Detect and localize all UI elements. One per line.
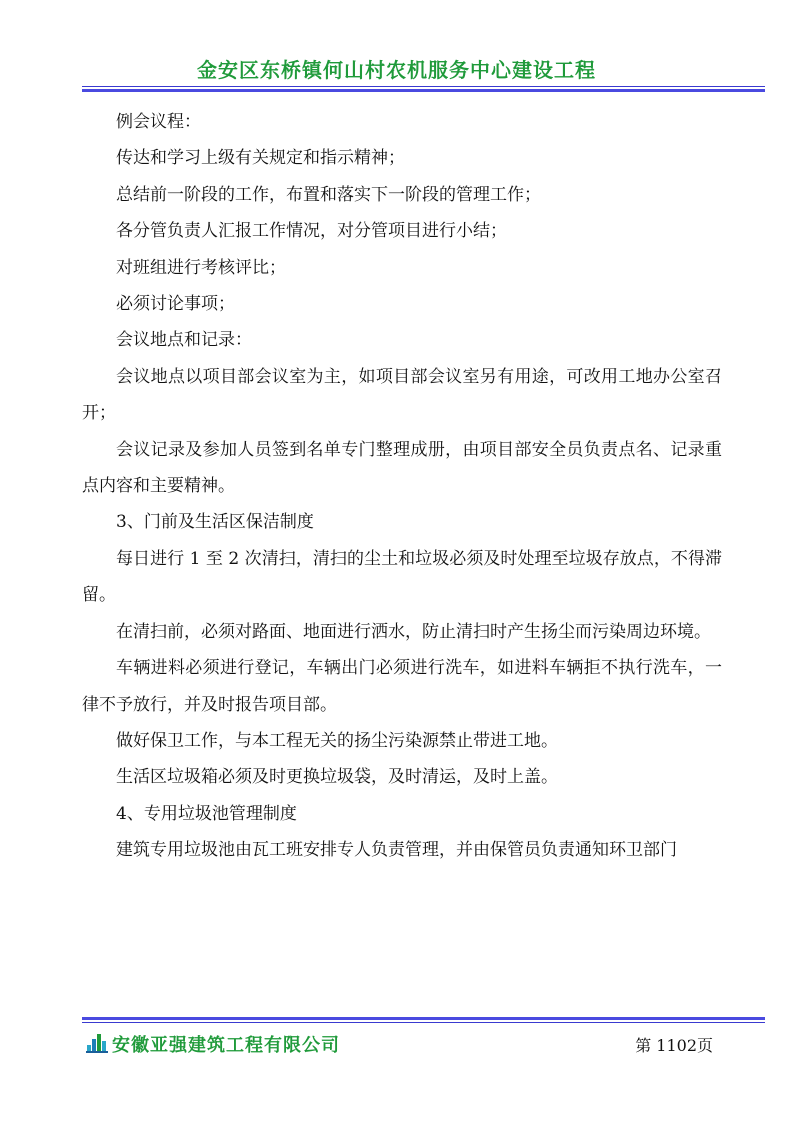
paragraph: 生活区垃圾箱必须及时更换垃圾袋，及时清运，及时上盖。 [116, 767, 558, 788]
footer-divider [82, 1017, 765, 1023]
page-header-title: 金安区东桥镇何山村农机服务中心建设工程 [197, 58, 596, 82]
paragraph: 总结前一阶段的工作，布置和落实下一阶段的管理工作； [116, 184, 541, 205]
header-divider [82, 86, 765, 92]
paragraph: 例会议程： [116, 112, 201, 132]
document-body [82, 104, 722, 869]
section-heading: 4、专用垃圾池管理制度 [116, 803, 297, 824]
company-logo-icon [86, 1031, 108, 1053]
paragraph: 每日进行 1 至 2 次清扫，清扫的尘土和垃圾必须及时处理至垃圾存放点，不得滞留。 [82, 548, 722, 606]
paragraph: 会议记录及参加人员签到名单专门整理成册，由项目部安全员负责点名、记录重点内容和主要精神。 [82, 439, 722, 497]
paragraph: 做好保卫工作，与本工程无关的扬尘污染源禁止带进工地。 [116, 730, 558, 751]
paragraph: 建筑专用垃圾池由瓦工班安排专人负责管理，并由保管员负责通知环卫部门 [116, 840, 677, 861]
paragraph: 必须讨论事项； [116, 294, 235, 315]
paragraph: 传达和学习上级有关规定和指示精神； [116, 148, 405, 169]
footer-company-name: 安徽亚强建筑工程有限公司 [112, 1035, 340, 1056]
paragraph: 会议地点和记录： [116, 330, 252, 351]
section-heading: 3、门前及生活区保洁制度 [116, 512, 314, 533]
paragraph: 车辆进料必须进行登记，车辆出门必须进行洗车，如进料车辆拒不执行洗车，一律不予放行，并及时报告项目部。 [82, 658, 722, 715]
paragraph: 各分管负责人汇报工作情况，对分管项目进行小结； [116, 221, 507, 242]
page-number: 第 1102页 [635, 1036, 713, 1055]
paragraph: 对班组进行考核评比； [116, 257, 286, 278]
paragraph: 会议地点以项目部会议室为主，如项目部会议室另有用途，可改用工地办公室召开； [82, 366, 722, 424]
paragraph: 在清扫前，必须对路面、地面进行洒水，防止清扫时产生扬尘而污染周边环境。 [116, 621, 711, 642]
